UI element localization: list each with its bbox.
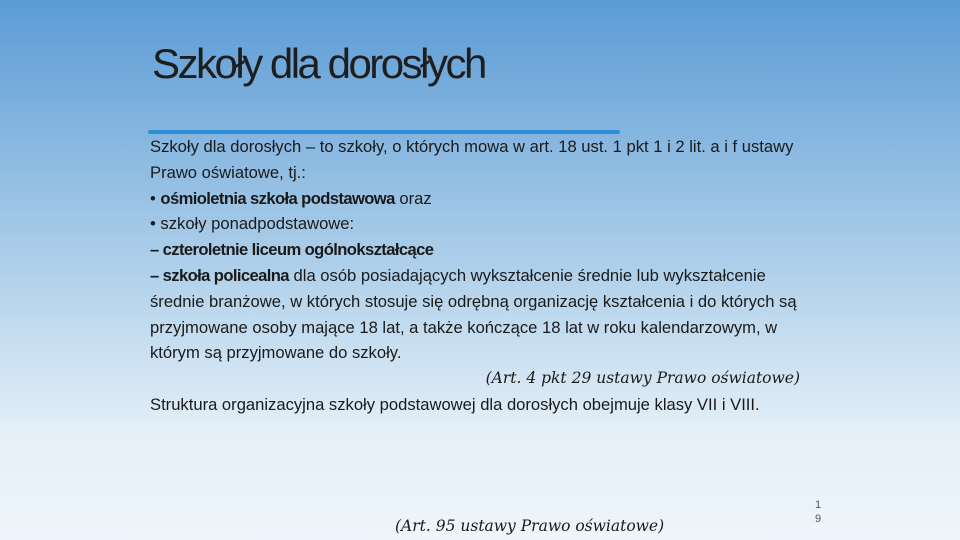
bullet-2-text: szkoły ponadpodstawowe:: [160, 214, 355, 234]
sub-item-2: [150, 263, 810, 366]
slide-body: [150, 134, 810, 418]
bullet-1-rest: oraz: [394, 188, 432, 208]
sub-item-1: [150, 237, 810, 263]
bullet-1-bold: ośmioletnia szkoła podstawowa: [160, 188, 395, 208]
bullet-item-2: • szkoły ponadpodstawowe:: [150, 214, 355, 234]
citation-1: (Art. 4 pkt 29 ustawy Prawo oświatowe): [485, 369, 800, 388]
bullet-item-1: • ośmioletnia szkoła podstawowa oraz: [150, 188, 432, 208]
slide-title: Szkoły dla dorosłych: [152, 40, 485, 87]
structure-paragraph: Struktura organizacyjna szkoły podstawowej dla dorosłych obejmuje klasy VII i VIII.: [150, 394, 760, 414]
sub-1-bold: – czteroletnie liceum ogólnokształcące: [150, 240, 434, 260]
sub-2-bold: – szkoła policealna: [150, 265, 289, 285]
page-number-digit-2: 9: [814, 513, 822, 525]
page-number-digit-1: 1: [814, 499, 822, 511]
intro-paragraph: Szkoły dla dorosłych – to szkoły, o których mowa w art. 18 ust. 1 pkt 1 i 2 lit. a i f ustawy Prawo oświatowe, tj.:: [150, 137, 794, 182]
citation-2: (Art. 95 ustawy Prawo oświatowe): [395, 517, 665, 535]
sub-2-rest: dla osób posiadających wykształcenie średnie lub wykształcenie średnie branżowe, w których stosuje się odrębną organizację kształcenia i do których są przyjmowane osoby mające 18 lat, a także kończące 18 lat w roku kalendarzowym, w którym są przyjmowane do szkoły.: [150, 265, 797, 363]
page-number: [812, 498, 824, 526]
